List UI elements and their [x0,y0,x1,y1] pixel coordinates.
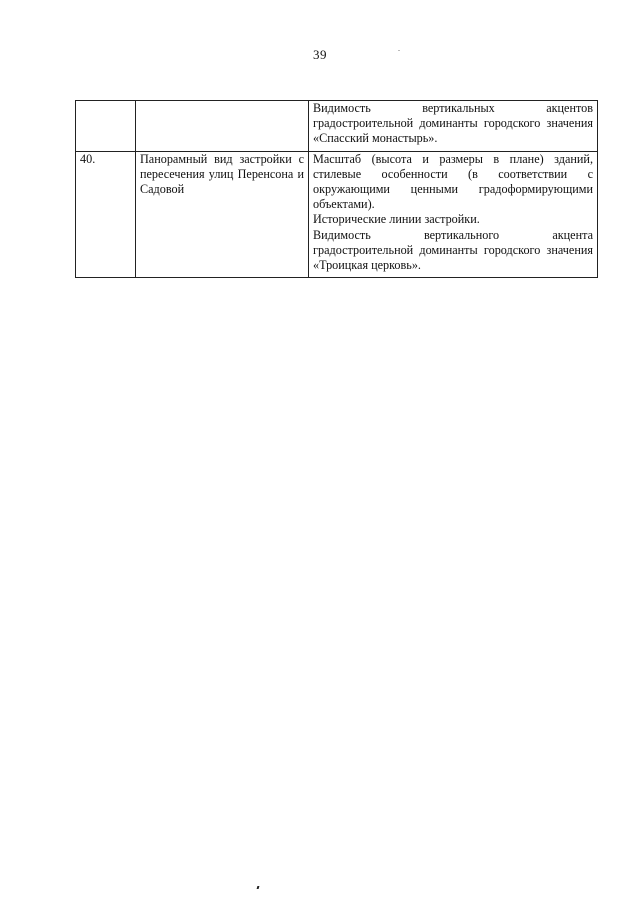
parameters-cell [309,101,598,152]
object-text: Панорамный вид застройки с пересечения улиц Перенсона и Садовой [140,151,304,197]
parameter-text: Видимость вертикальных акцентов градостроительной доминанты городского значения «Спасский монастырь». [313,101,593,146]
scan-mark [257,886,260,889]
table-row [76,151,598,278]
object-cell [136,151,309,278]
parameter-text: Видимость вертикального акцента градостроительной доминанты городского значения «Троицкая церковь». [313,227,593,273]
scan-speck [398,50,400,51]
row-number-cell [76,101,136,152]
row-number-cell: 40. [76,151,136,278]
parameter-text: Исторические линии застройки. [313,212,480,227]
page-number: 39 [313,47,327,62]
table-row [76,101,598,152]
object-cell [136,101,309,152]
parameter-text: Масштаб (высота и размеры в плане) зданий, стилевые особенности (в соответствии с окружающими ценными градоформирующими объектами). [313,151,593,212]
requirements-table [75,100,598,278]
parameters-cell [309,151,598,278]
